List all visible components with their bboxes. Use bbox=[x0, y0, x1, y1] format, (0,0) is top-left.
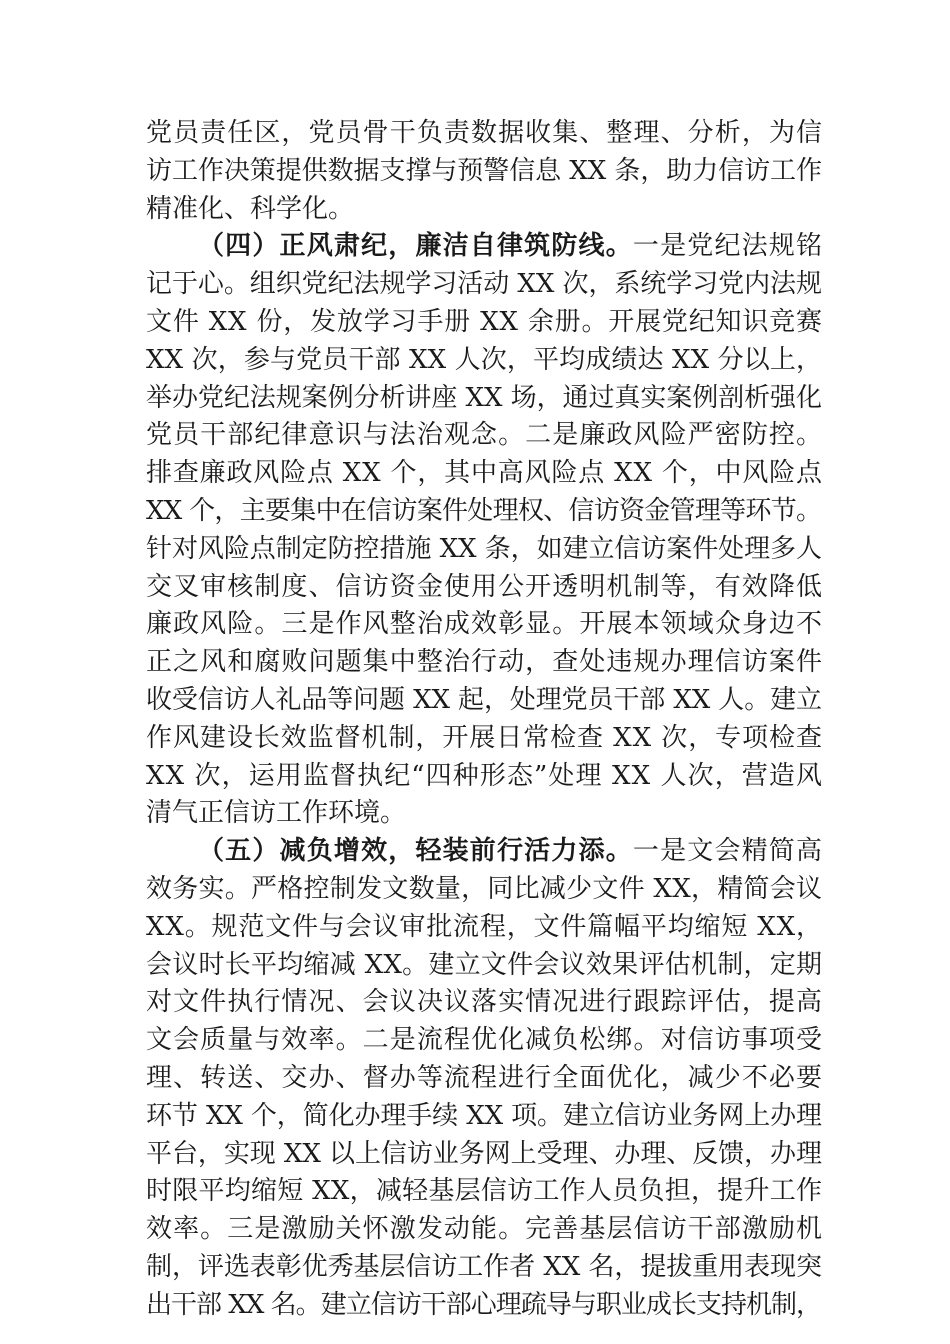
text-line bbox=[146, 531, 822, 569]
line-text: 平台，实现 XX 以上信访业务网上受理、办理、反馈，办理 bbox=[146, 1138, 822, 1169]
text-line bbox=[146, 153, 822, 191]
section-heading: （五）减负增效，轻装前行活力添。 bbox=[198, 836, 633, 867]
line-text: 正之风和腐败问题集中整治行动，查处违规办理信访案件 bbox=[146, 647, 824, 678]
line-text: 针对风险点制定防控措施 XX 条，如建立信访案件处理多人 bbox=[146, 533, 822, 564]
line-text: 出干部 XX 名。建立信访干部心理疏导与职业成长支持机制， bbox=[146, 1289, 822, 1320]
text-line bbox=[146, 1098, 822, 1136]
line-text: XX 次，参与党员干部 XX 人次，平均成绩达 XX 分以上， bbox=[146, 344, 823, 375]
document-page bbox=[146, 115, 822, 1325]
text-line bbox=[146, 1022, 822, 1060]
line-text: 记于心。组织党纪法规学习活动 XX 次，系统学习党内法规 bbox=[146, 269, 822, 300]
text-line bbox=[146, 984, 822, 1022]
text-line bbox=[146, 455, 822, 493]
text-line bbox=[146, 1287, 822, 1325]
line-text: 时限平均缩短 XX，减轻基层信访工作人员负担，提升工作 bbox=[146, 1176, 823, 1207]
line-text: 访工作决策提供数据支撑与预警信息 XX 条，助力信访工作 bbox=[146, 155, 822, 186]
text-line bbox=[146, 115, 822, 153]
text-line bbox=[146, 606, 822, 644]
line-text: 排查廉政风险点 XX 个，其中高风险点 XX 个，中风险点 bbox=[146, 458, 823, 489]
text-line bbox=[146, 1249, 822, 1287]
line-text: XX 次，运用监督执纪“四种形态”处理 XX 人次，营造风 bbox=[146, 760, 824, 791]
section-heading: （四）正风肃纪，廉洁自律筑防线。 bbox=[198, 231, 633, 262]
line-text: 党员责任区，党员骨干负责数据收集、整理、分析，为信 bbox=[146, 118, 824, 148]
text-line bbox=[146, 569, 822, 607]
line-text: 一是文会精简高 bbox=[632, 836, 824, 867]
line-text: 收受信访人礼品等问题 XX 起，处理党员干部 XX 人。建立 bbox=[146, 684, 822, 715]
text-line bbox=[146, 758, 822, 796]
line-text: 党员干部纪律意识与法治观念。二是廉政风险严密防控。 bbox=[146, 420, 824, 451]
line-text: 文件 XX 份，发放学习手册 XX 余册。开展党纪知识竞赛 bbox=[146, 306, 823, 337]
line-text: 文会质量与效率。二是流程优化减负松绑。对信访事项受 bbox=[146, 1025, 824, 1056]
line-text: 效务实。严格控制发文数量，同比减少文件 XX，精简会议 bbox=[146, 873, 823, 904]
line-text: 制，评选表彰优秀基层信访工作者 XX 名，提拔重用表现突 bbox=[146, 1251, 822, 1282]
line-text: 交叉审核制度、信访资金使用公开透明机制等，有效降低 bbox=[146, 571, 824, 602]
line-text: 效率。三是激励关怀激发动能。完善基层信访干部激励机 bbox=[146, 1214, 824, 1245]
line-text: 精准化、科学化。 bbox=[146, 193, 355, 224]
line-text: 廉政风险。三是作风整治成效彰显。开展本领域众身边不 bbox=[146, 609, 824, 640]
line-text: 一是党纪法规铭 bbox=[632, 231, 824, 262]
text-line bbox=[146, 493, 822, 531]
line-text: 清气正信访工作环境。 bbox=[146, 798, 407, 829]
line-text: XX。规范文件与会议审批流程，文件篇幅平均缩短 XX， bbox=[146, 911, 823, 942]
line-text: 会议时长平均缩减 XX。建立文件会议效果评估机制，定期 bbox=[146, 949, 823, 980]
text-line bbox=[146, 1136, 822, 1174]
section-heading-line bbox=[146, 228, 822, 266]
line-text: 理、转送、交办、督办等流程进行全面优化，减少不必要 bbox=[146, 1062, 824, 1093]
text-line bbox=[146, 417, 822, 455]
section-heading-line bbox=[146, 833, 822, 871]
text-line bbox=[146, 191, 822, 229]
text-line bbox=[146, 644, 822, 682]
text-line bbox=[146, 720, 822, 758]
text-line bbox=[146, 682, 822, 720]
text-line bbox=[146, 947, 822, 985]
text-line bbox=[146, 909, 822, 947]
line-text: 作风建设长效监督机制，开展日常检查 XX 次，专项检查 bbox=[146, 722, 823, 753]
line-text: 环节 XX 个，简化办理手续 XX 项。建立信访业务网上办理 bbox=[146, 1100, 822, 1131]
text-line bbox=[146, 304, 822, 342]
text-line bbox=[146, 380, 822, 418]
text-line bbox=[146, 342, 822, 380]
text-line bbox=[146, 266, 822, 304]
text-line bbox=[146, 1173, 822, 1211]
text-line bbox=[146, 1211, 822, 1249]
line-text: 举办党纪法规案例分析讲座 XX 场，通过真实案例剖析强化 bbox=[146, 382, 822, 413]
line-text: XX 个，主要集中在信访案件处理权、信访资金管理等环节。 bbox=[146, 495, 822, 526]
text-line bbox=[146, 1060, 822, 1098]
text-line bbox=[146, 795, 822, 833]
text-line bbox=[146, 871, 822, 909]
line-text: 对文件执行情况、会议决议落实情况进行跟踪评估，提高 bbox=[146, 987, 824, 1018]
